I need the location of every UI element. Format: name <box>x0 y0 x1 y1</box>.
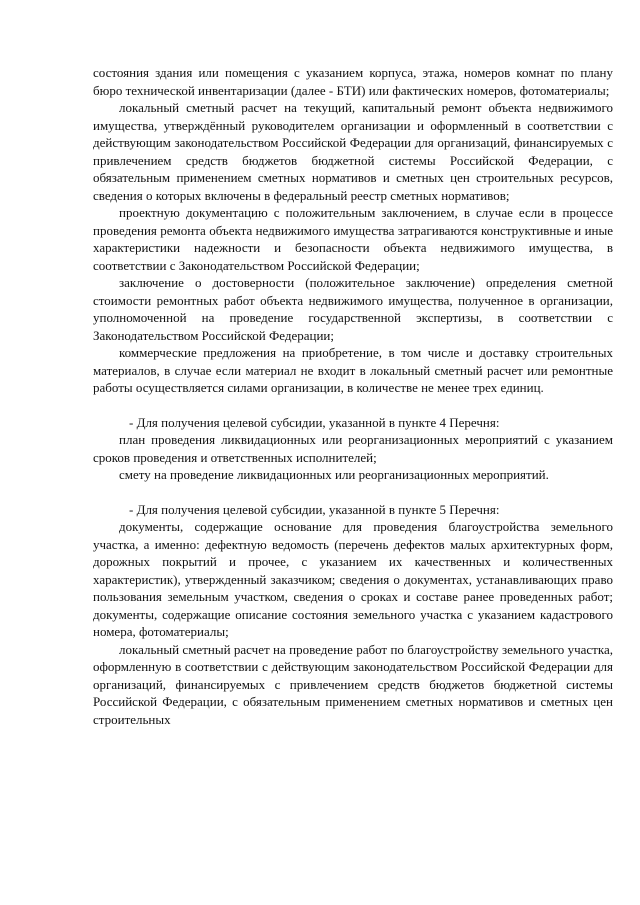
paragraph-landscaping-estimate: локальный сметный расчет на проведение работ по благоустройству земельного участка, оформленную в соответствии с действующим законодательством Российской Федерации для организаций, финансируемых с привлечением средств бюджетов бюджетной системы Российской Федерации, с обязательным применением сметных нормативов и сметных цен строительных <box>93 641 613 727</box>
paragraph-project-documentation: проектную документацию с положительным заключением, в случае если в процессе проведения ремонта объекта недвижимого имущества затрагиваются конструктивные и иные характеристики надежности и безопасности объекта недвижимого имущества, в соответствии с Законодательством Российской Федерации; <box>93 205 613 273</box>
paragraph-local-estimate-repair: локальный сметный расчет на текущий, капитальный ремонт объекта недвижимого имущества, утверждённый руководителем организации и оформленный в соответствии с действующим законодательством Российской Федерации для организаций, финансируемых с привлечением средств бюджетов бюджетной системы Российской Федерации, с обязательным применением сметных нормативов и сметных цен строительных ресурсов, сведения о которых включены в федеральный реестр сметных нормативов; <box>93 100 613 203</box>
section-heading-item-4: - Для получения целевой субсидии, указанной в пункте 4 Перечня: <box>129 414 500 430</box>
document-page <box>93 64 613 728</box>
paragraph-liquidation-plan: план проведения ликвидационных или реорганизационных мероприятий с указанием сроков проведения и ответственных исполнителей; <box>93 432 613 465</box>
paragraph-reliability-conclusion: заключение о достоверности (положительное заключение) определения сметной стоимости ремонтных работ объекта недвижимого имущества, полученное в организации, уполномоченной на проведение государственной экспертизы, в соответствии с Законодательством Российской Федерации; <box>93 275 613 343</box>
paragraph-liquidation-estimate: смету на проведение ликвидационных или реорганизационных мероприятий. <box>119 467 549 482</box>
paragraph-commercial-offers: коммерческие предложения на приобретение, в том числе и доставку строительных материалов, в случае если материал не входит в локальный сметный расчет или ремонтные работы осуществляется силами организации, в количестве не менее трех единиц. <box>93 345 613 395</box>
paragraph-landscaping-documents: документы, содержащие основание для проведения благоустройства земельного участка, а именно: дефектную ведомость (перечень дефектов малых архитектурных форм, дорожных покрытий и прочее, с указанием их качественных и количественных характеристик), утвержденный заказчиком; сведения о документах, устанавливающих право пользования земельным участком, сведения о сроках и составе ранее проведенных работ; документы, содержащие описание состояния земельного участка с указанием кадастрового номера, фотоматериалы; <box>93 519 613 639</box>
paragraph-building-state: состояния здания или помещения с указанием корпуса, этажа, номеров комнат по плану бюро технической инвентаризации (далее - БТИ) или фактических номеров, фотоматериалы; <box>93 65 613 98</box>
section-heading-item-5: - Для получения целевой субсидии, указанной в пункте 5 Перечня: <box>129 501 500 517</box>
